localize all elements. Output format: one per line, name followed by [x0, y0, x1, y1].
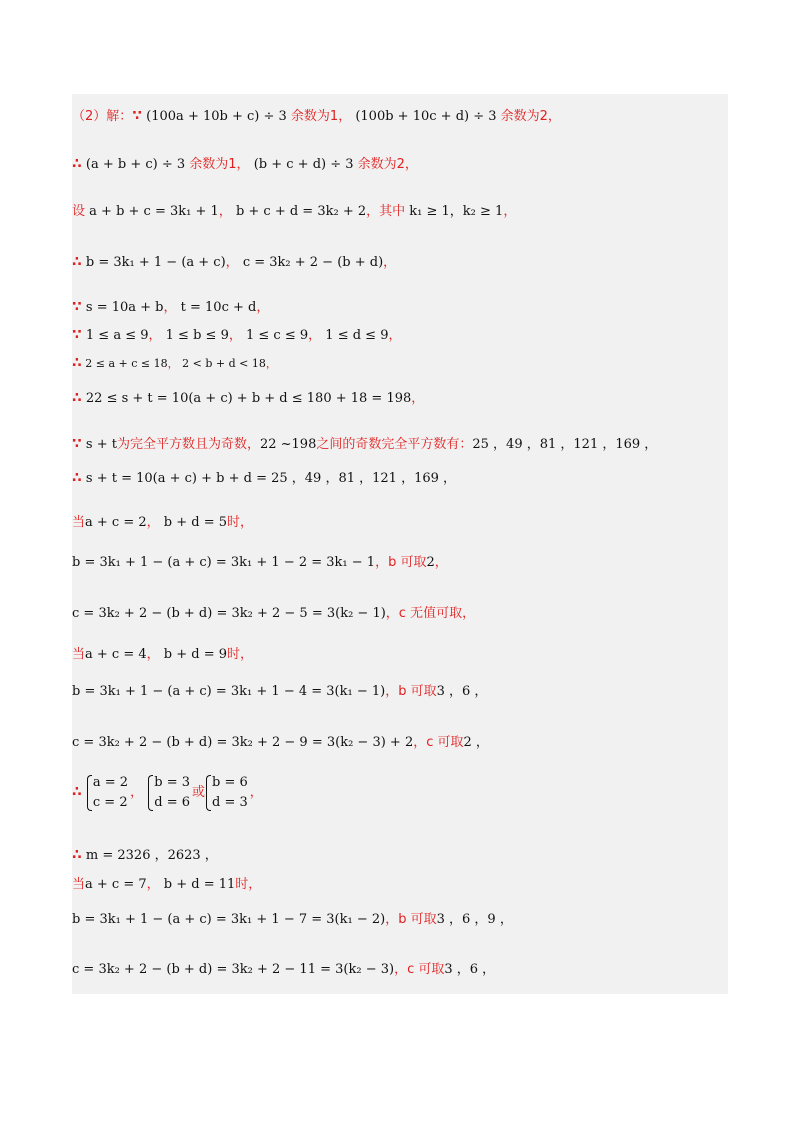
math-expr: (100a + 10b + c) ÷ 3 — [146, 109, 287, 124]
comma: ， — [146, 877, 160, 892]
math-expr: b + d = 9 — [163, 647, 228, 662]
text: 当 — [72, 647, 86, 662]
solution-line-19 — [72, 875, 261, 895]
solution-line-14 — [72, 645, 253, 665]
therefore-symbol: ∴ — [72, 847, 82, 863]
solution-line-20 — [72, 910, 513, 930]
solution-line-18 — [72, 845, 218, 866]
text: 时， — [227, 647, 254, 662]
math-expr: b + d = 5 — [163, 515, 228, 530]
comma: ， — [225, 255, 239, 270]
math-expr: k₁ ≥ 1，k₂ ≥ 1 — [409, 204, 504, 219]
math-expr: (a + b + c) ÷ 3 — [85, 157, 186, 172]
comma: ， — [388, 328, 402, 343]
therefore-symbol: ∴ — [72, 470, 82, 486]
solution-line-4 — [72, 252, 396, 273]
text: 余数为1， — [290, 109, 352, 124]
solution-line-6 — [72, 325, 402, 346]
math-expr: t = 10c + d — [180, 300, 257, 315]
comma: ， — [249, 785, 263, 800]
solution-line-11 — [72, 513, 253, 533]
text: 余数为1， — [189, 157, 250, 172]
math-expr: 25 ，49 ，81 ，121 ，169 ， — [271, 471, 457, 486]
equation: d = 3 — [212, 794, 248, 810]
comma: ， — [434, 555, 448, 570]
math-expr: 2 < b + d < 18 — [182, 357, 266, 370]
math-expr: c = 3k₂ + 2 − (b + d) = 3k₂ + 2 − 11 = 3(k₂ − 3) — [72, 962, 395, 977]
comma: ， — [256, 300, 270, 315]
solution-line-1 — [72, 106, 561, 127]
text: 设 — [72, 204, 86, 219]
text: 当 — [72, 515, 86, 530]
text: ，b 可取 — [385, 912, 437, 927]
text: 为完全平方数且为奇数， — [116, 437, 260, 452]
solution-line-9 — [72, 434, 657, 455]
comma: ， — [228, 328, 242, 343]
solution-line-15 — [72, 682, 487, 702]
text: ，b 可取 — [385, 684, 437, 699]
solution-line-3 — [72, 202, 516, 222]
math-expr: 3 ，6 ，9 ， — [436, 912, 513, 927]
because-symbol: ∵ — [132, 108, 143, 124]
math-expr: m = 2326 ，2623 ， — [85, 848, 218, 863]
solution-line-21 — [72, 960, 495, 980]
math-expr: b = 3k₁ + 1 − (a + c) — [85, 255, 226, 270]
text: 余数为2， — [357, 157, 418, 172]
comma: ， — [411, 391, 425, 406]
math-expr: 3 ，6 ， — [436, 684, 488, 699]
math-expr: b = 3k₁ + 1 − (a + c) = 3k₁ + 1 − 2 = 3k₁ − 1 — [72, 555, 376, 570]
comma: ， — [167, 357, 179, 370]
math-expr: b = 3k₁ + 1 − (a + c) = 3k₁ + 1 − 4 = 3(k₁ − 1) — [72, 684, 386, 699]
math-expr: c = 3k₂ + 2 − (b + d) = 3k₂ + 2 − 5 = 3(k₂ − 1) — [72, 606, 386, 621]
therefore-symbol: ∴ — [72, 784, 82, 800]
math-expr: 1 ≤ b ≤ 9 — [165, 328, 229, 343]
math-expr: b + d = 11 — [163, 877, 236, 892]
text: ，c 可取 — [413, 735, 464, 750]
solution-line-2 — [72, 154, 418, 175]
math-expr: c = 3k₂ + 2 − (b + d) — [242, 255, 384, 270]
because-symbol: ∵ — [72, 299, 82, 315]
equation-system — [86, 773, 128, 813]
comma: ， — [265, 357, 277, 370]
because-symbol: ∵ — [72, 327, 82, 343]
text: 时， — [235, 877, 262, 892]
comma: ， — [148, 328, 162, 343]
math-expr: c = 3k₂ + 2 − (b + d) = 3k₂ + 2 − 9 = 3(k₂ − 3) + 2 — [72, 735, 414, 750]
text: 之间的奇数完全平方数有： — [316, 437, 473, 452]
text: ，其中 — [366, 204, 406, 219]
comma: ， — [308, 328, 322, 343]
equation: b = 6 — [212, 774, 248, 790]
math-expr: 1 ≤ d ≤ 9 — [325, 328, 389, 343]
solution-line-16 — [72, 733, 489, 753]
equation-system — [147, 773, 190, 813]
math-expr: (100b + 10c + d) ÷ 3 — [355, 109, 497, 124]
math-expr: 2 ， — [463, 735, 489, 750]
comma: ， — [163, 300, 177, 315]
therefore-symbol: ∴ — [72, 390, 82, 406]
equation: a = 2 — [92, 774, 129, 790]
text: 或 — [191, 785, 205, 800]
text: 余数为2， — [500, 109, 561, 124]
text: 当 — [72, 877, 86, 892]
math-expr: s = 10a + b — [85, 300, 164, 315]
text: ，c 无值可取， — [385, 606, 476, 621]
solution-line-17 — [72, 772, 263, 813]
math-expr: b + c + d = 3k₂ + 2 — [235, 204, 367, 219]
math-expr: s + t — [85, 437, 117, 452]
math-expr: a + b + c = 3k₁ + 1 — [89, 204, 219, 219]
solution-line-13 — [72, 604, 475, 624]
therefore-symbol: ∴ — [72, 254, 82, 270]
math-expr: 1 ≤ c ≤ 9 — [246, 328, 309, 343]
equation: d = 6 — [154, 794, 190, 810]
comma: ， — [146, 647, 160, 662]
math-expr: a + c = 2 — [85, 515, 147, 530]
math-expr: 2 ≤ a + c ≤ 18 — [85, 357, 168, 370]
text: ，b 可取 — [375, 555, 427, 570]
math-expr: 25 ，49 ，81 ，121 ，169 ， — [472, 437, 658, 452]
text: ，c 可取 — [394, 962, 445, 977]
text: 时， — [227, 515, 254, 530]
math-expr: 1 ≤ a ≤ 9 — [85, 328, 149, 343]
comma: ， — [218, 204, 232, 219]
part-label: （2）解： — [72, 109, 133, 124]
solution-line-8 — [72, 388, 424, 409]
equation: b = 3 — [154, 774, 190, 790]
math-expr: 3 ，6 ， — [444, 962, 496, 977]
solution-line-5 — [72, 297, 269, 318]
solution-line-7 — [72, 353, 277, 374]
comma: ， — [383, 255, 397, 270]
math-expr: 22 ~198 — [259, 437, 317, 452]
math-expr: s + t = 10(a + c) + b + d = — [85, 471, 267, 486]
math-expr: 22 ≤ s + t = 10(a + c) + b + d ≤ 180 + 18 = 198 — [85, 391, 412, 406]
comma: ， — [503, 204, 517, 219]
math-expr: a + c = 7 — [85, 877, 147, 892]
equation-system — [205, 773, 248, 813]
comma: ， — [130, 785, 144, 800]
solution-line-10 — [72, 468, 456, 489]
comma: ， — [146, 515, 160, 530]
solution-line-12 — [72, 553, 448, 573]
therefore-symbol: ∴ — [72, 355, 82, 371]
equation: c = 2 — [92, 794, 128, 810]
math-expr: a + c = 4 — [85, 647, 147, 662]
math-expr: 2 — [426, 555, 435, 570]
therefore-symbol: ∴ — [72, 156, 82, 172]
math-expr: b = 3k₁ + 1 − (a + c) = 3k₁ + 1 − 7 = 3(k₁ − 2) — [72, 912, 386, 927]
math-expr: (b + c + d) ÷ 3 — [253, 157, 354, 172]
because-symbol: ∵ — [72, 436, 82, 452]
